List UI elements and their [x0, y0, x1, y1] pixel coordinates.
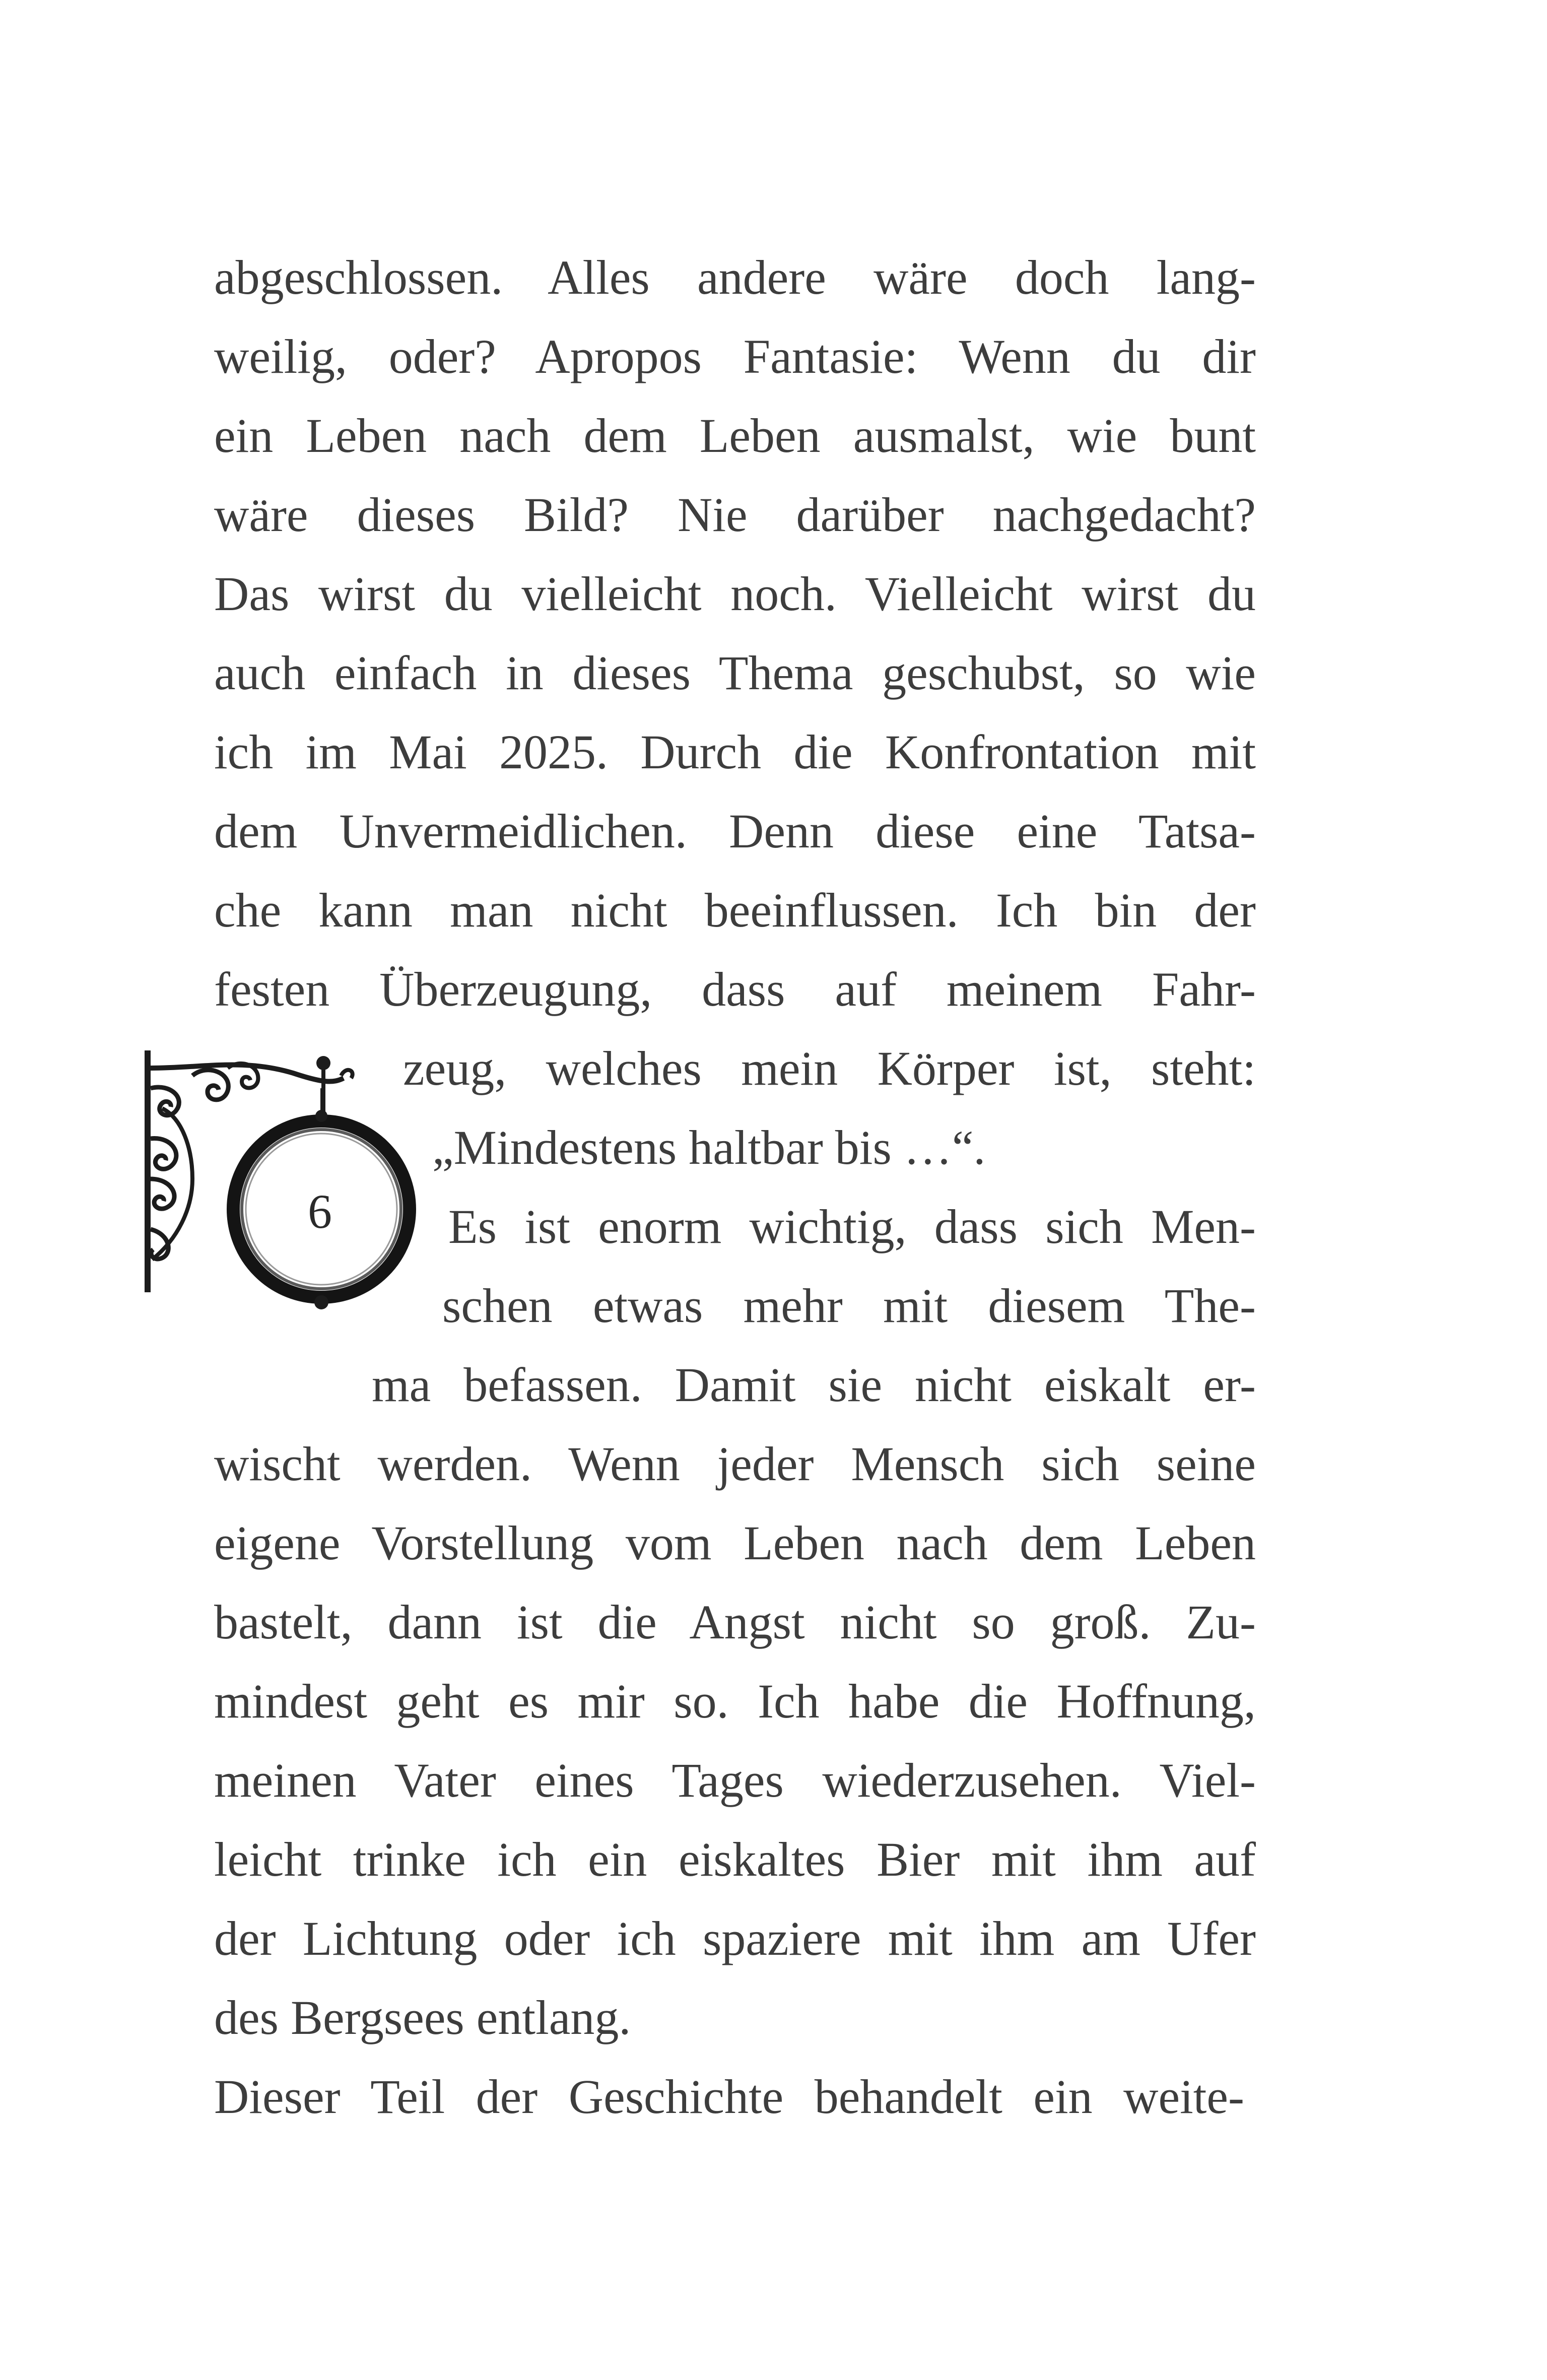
text-line: bastelt, dann ist die Angst nicht so groß. Zu- [214, 1595, 1256, 1649]
text-line: dem Unvermeidlichen. Denn diese eine Tatsa- [214, 804, 1256, 858]
text-line: „Mindestens haltbar bis …“. [432, 1120, 986, 1174]
text-line: ma befassen. Damit sie nicht eiskalt er- [372, 1358, 1256, 1412]
text-line: che kann man nicht beeinflussen. Ich bin der [214, 883, 1256, 937]
text-line: schen etwas mehr mit diesem The- [442, 1279, 1256, 1333]
text-line: festen Überzeugung, dass auf meinem Fahr- [214, 962, 1256, 1016]
text-line: auch einfach in dieses Thema geschubst, so wie [214, 646, 1256, 700]
hanging-sign-icon [142, 1048, 424, 1340]
text-line: mindest geht es mir so. Ich habe die Hoffnung, [214, 1674, 1256, 1728]
text-line: Das wirst du vielleicht noch. Vielleicht wirst du [214, 567, 1256, 621]
text-line: meinen Vater eines Tages wiederzusehen. Viel- [214, 1753, 1256, 1807]
text-line: abgeschlossen. Alles andere wäre doch lang- [214, 250, 1256, 304]
text-line: wischt werden. Wenn jeder Mensch sich seine [214, 1437, 1256, 1491]
text-line: eigene Vorstellung vom Leben nach dem Leben [214, 1516, 1256, 1570]
page-number: 6 [308, 1184, 332, 1238]
text-line: weilig, oder? Apropos Fantasie: Wenn du dir [214, 329, 1256, 383]
text-line: Dieser Teil der Geschichte behandelt ein weite- [214, 2070, 1244, 2124]
text-line: leicht trinke ich ein eiskaltes Bier mit ihm auf [214, 1832, 1256, 1886]
text-line: ein Leben nach dem Leben ausmalst, wie bunt [214, 409, 1256, 462]
text-line: des Bergsees entlang. [214, 1991, 631, 2044]
text-line: ich im Mai 2025. Durch die Konfrontation mit [214, 725, 1256, 779]
text-line: Es ist enorm wichtig, dass sich Men- [448, 1200, 1256, 1253]
text-line: wäre dieses Bild? Nie darüber nachgedacht? [214, 488, 1256, 542]
text-line: zeug, welches mein Körper ist, steht: [403, 1041, 1256, 1095]
text-line: der Lichtung oder ich spaziere mit ihm am Ufer [214, 1911, 1256, 1965]
